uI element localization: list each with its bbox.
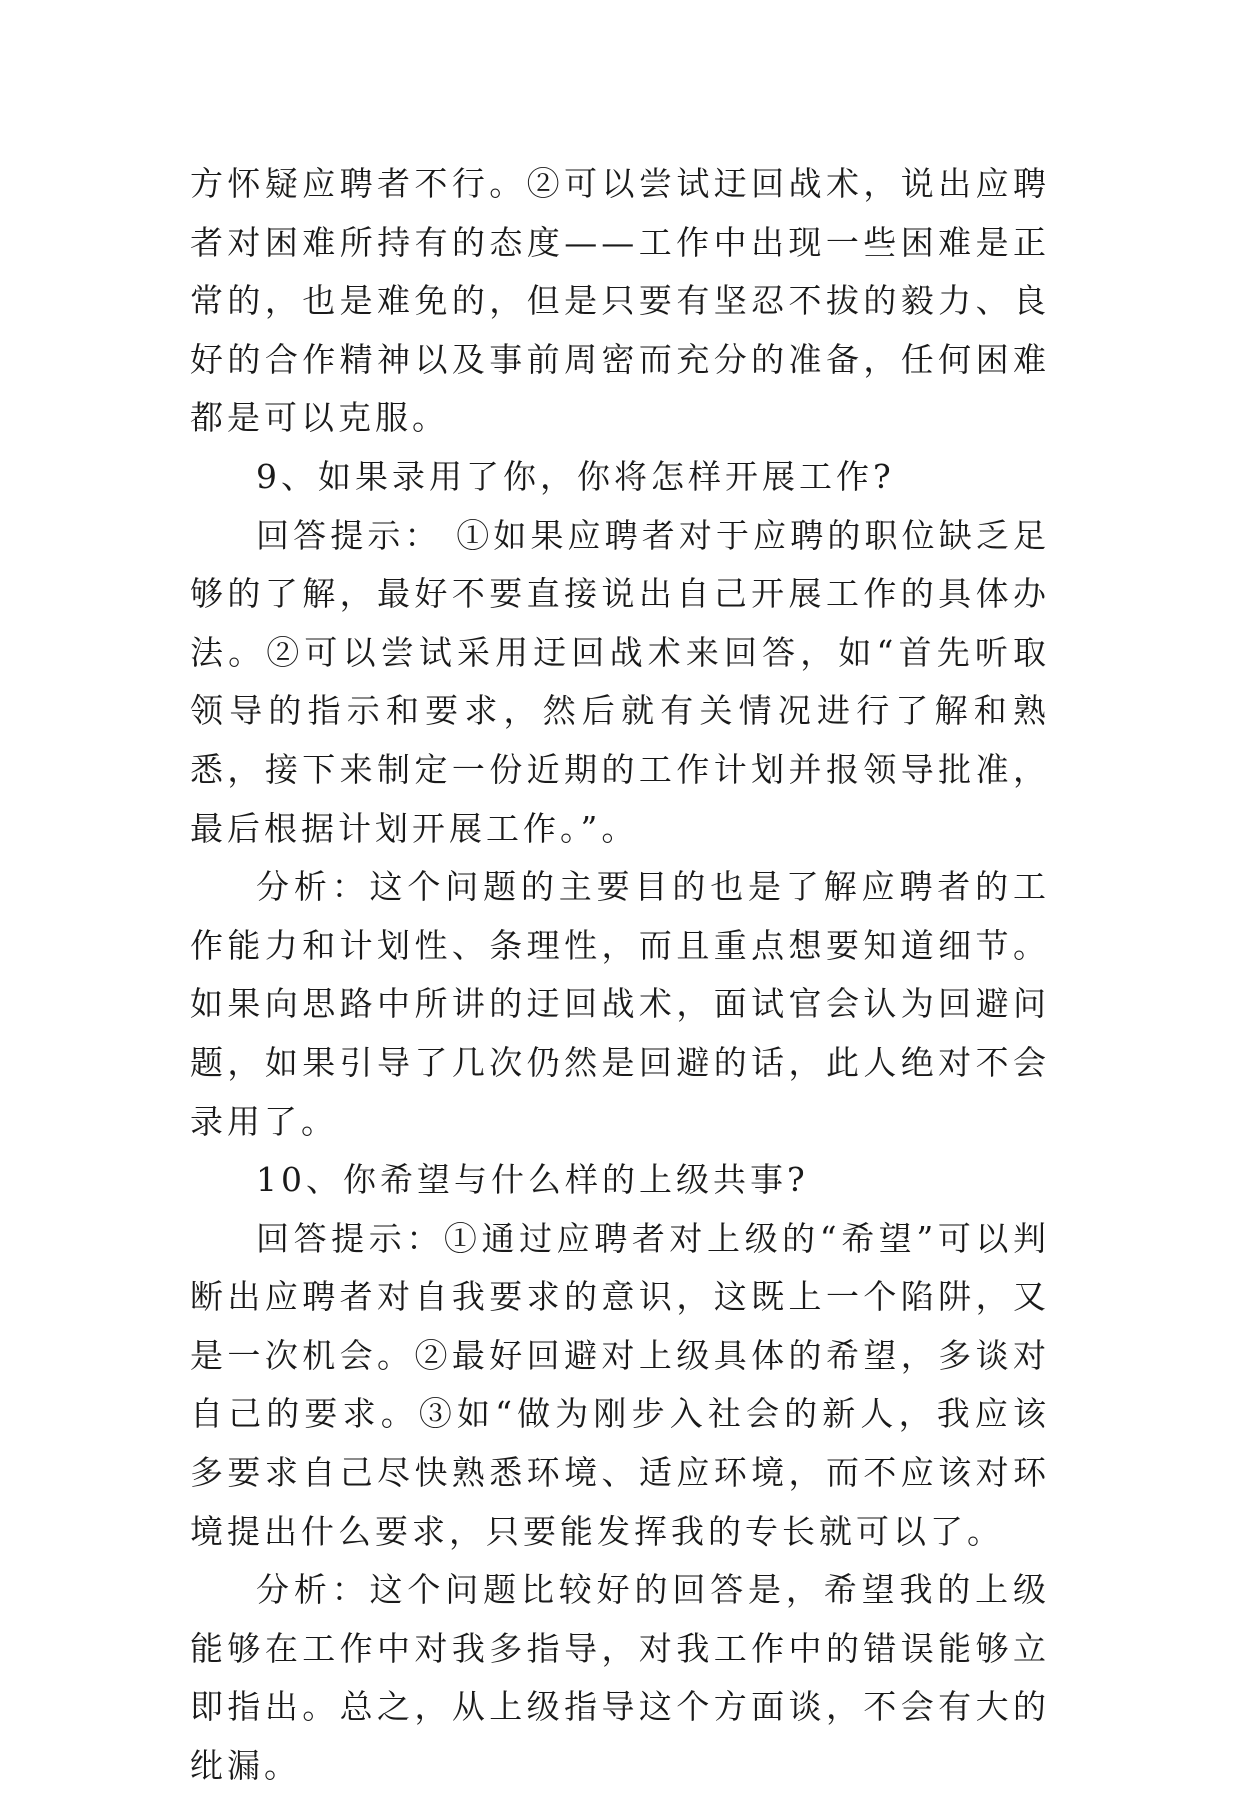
question-10-answer-tip: 回答提示：①通过应聘者对上级的“希望”可以判断出应聘者对自我要求的意识，这既上一个陷阱，又是一次机会。②最好回避对上级具体的希望，多谈对自己的要求。③如“做为刚步入社会的新人，我应该多要求自己尽快熟悉环境、适应环境，而不应该对环境提出什么要求，只要能发挥我的专长就可以了。 xyxy=(190,1218,1050,1551)
question-10-heading: 10、你希望与什么样的上级共事? xyxy=(256,1160,809,1200)
question-10-analysis: 分析：这个问题比较好的回答是，希望我的上级能够在工作中对我多指导，对我工作中的错误能够立即指出。总之，从上级指导这个方面谈，不会有大的纰漏。 xyxy=(190,1570,1050,1786)
document-body xyxy=(190,155,1050,1796)
paragraph-continuation: 方怀疑应聘者不行。②可以尝试迂回战术，说出应聘者对困难所持有的态度——工作中出现一些困难是正常的，也是难免的，但是只要有坚忍不拔的毅力、良好的合作精神以及事前周密而充分的准备，任何困难都是可以克服。 xyxy=(190,164,1050,438)
question-9-analysis: 分析：这个问题的主要目的也是了解应聘者的工作能力和计划性、条理性，而且重点想要知道细节。如果向思路中所讲的迂回战术，面试官会认为回避问题，如果引导了几次仍然是回避的话，此人绝对不会录用了。 xyxy=(190,867,1050,1141)
question-9-answer-tip: 回答提示： ①如果应聘者对于应聘的职位缺乏足够的了解，最好不要直接说出自己开展工作的具体办法。②可以尝试采用迂回战术来回答，如“首先听取领导的指示和要求，然后就有关情况进行了解和熟悉，接下来制定一份近期的工作计划并报领导批准，最后根据计划开展工作。”。 xyxy=(190,515,1050,848)
question-9-heading: 9、如果录用了你，你将怎样开展工作? xyxy=(256,456,895,496)
